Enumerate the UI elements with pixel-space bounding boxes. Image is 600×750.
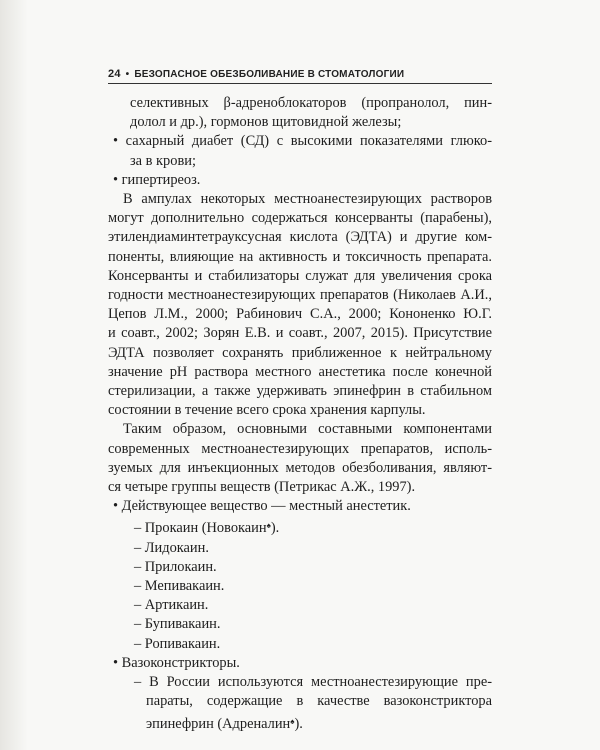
page-number: 24 (108, 68, 121, 80)
paragraph-line: стерилизации, а также удерживать эпинефрин в стабильном (108, 383, 492, 400)
dash-item: – В России используются местноанестезирующие пре- (134, 674, 492, 691)
text-line: параты, содержащие в качестве вазоконстриктора (146, 693, 492, 710)
running-header (108, 68, 492, 80)
dash-item (108, 516, 492, 538)
header-bullet: • (125, 69, 130, 80)
text-line-part: эпинефрин (Адреналин (146, 715, 291, 732)
paragraph-line: Таким образом, основными составными компонентами (123, 421, 492, 438)
paragraph-line: этилендиаминтетрауксусная кислота (ЭДТА) и другие ком- (108, 229, 492, 246)
dash-item: – Прилокаин. (134, 558, 217, 575)
dash-item-text: – Прокаин (Новокаин (134, 520, 267, 537)
dash-item: – Мепивакаин. (134, 578, 225, 595)
trademark-mark: ♠ (290, 716, 295, 726)
paragraph-line: ся четыре группы веществ (Петрикас А.Ж., 1997). (108, 479, 416, 496)
bullet-item: • Вазоконстрикторы. (113, 654, 240, 671)
paragraph-line: годности местноанестезирующих препаратов (Николаев А.И., (108, 287, 492, 304)
paragraph-line: современных местноанестезирующих препаратов, исполь- (108, 440, 492, 457)
paragraph-line: Консерванты и стабилизаторы служат для увеличения срока (108, 267, 492, 284)
paragraph-line: и соавт., 2002; Зорян Е.В. и соавт., 2007, 2015). Присутствие (108, 325, 492, 342)
header-rule (108, 83, 492, 84)
paragraph-line: могут дополнительно содержаться консерванты (парабены), (108, 210, 492, 227)
dash-item: – Бупивакаин. (134, 616, 221, 633)
paragraph-line: состоянии в течение всего срока хранения карпулы. (108, 402, 426, 419)
paragraph-line: ЭДТА позволяет сохранять приближенное к нейтральному (108, 344, 492, 361)
bullet-item: • Действующее вещество — местный анестетик. (113, 498, 411, 515)
text-line (108, 712, 492, 734)
bullet-item: • гипертиреоз. (113, 171, 201, 188)
dash-item-text: ). (270, 520, 280, 537)
paragraph-line: В ампулах некоторых местноанестезирующих растворов (123, 191, 492, 208)
dash-item: – Ропивакаин. (134, 635, 221, 652)
text-line: за в крови; (130, 152, 196, 169)
text-line: долол и др.), гормонов щитовидной железы; (130, 114, 402, 131)
paragraph-line: значение pH раствора местного анестетика после конечной (108, 363, 492, 380)
paragraph-line: поненты, влияющие на активность и токсичность препарата. (108, 248, 492, 265)
paragraph-line: зуемых для инъекционных методов обезболивания, являют- (108, 459, 492, 476)
running-title: БЕЗОПАСНОЕ ОБЕЗБОЛИВАНИЕ В СТОМАТОЛОГИИ (134, 69, 405, 80)
dash-item: – Артикаин. (134, 597, 209, 614)
text-line: селективных β-адреноблокаторов (пропранолол, пин- (130, 95, 492, 111)
trademark-mark: ♠ (266, 521, 271, 531)
bullet-item: • сахарный диабет (СД) с высокими показателями глюко- (113, 133, 492, 150)
paragraph-line: Цепов Л.М., 2000; Рабинович С.А., 2000; Кононенко Ю.Г. (108, 306, 492, 323)
body-text (108, 94, 492, 734)
dash-item: – Лидокаин. (134, 539, 209, 556)
text-line-part: ). (294, 715, 303, 732)
